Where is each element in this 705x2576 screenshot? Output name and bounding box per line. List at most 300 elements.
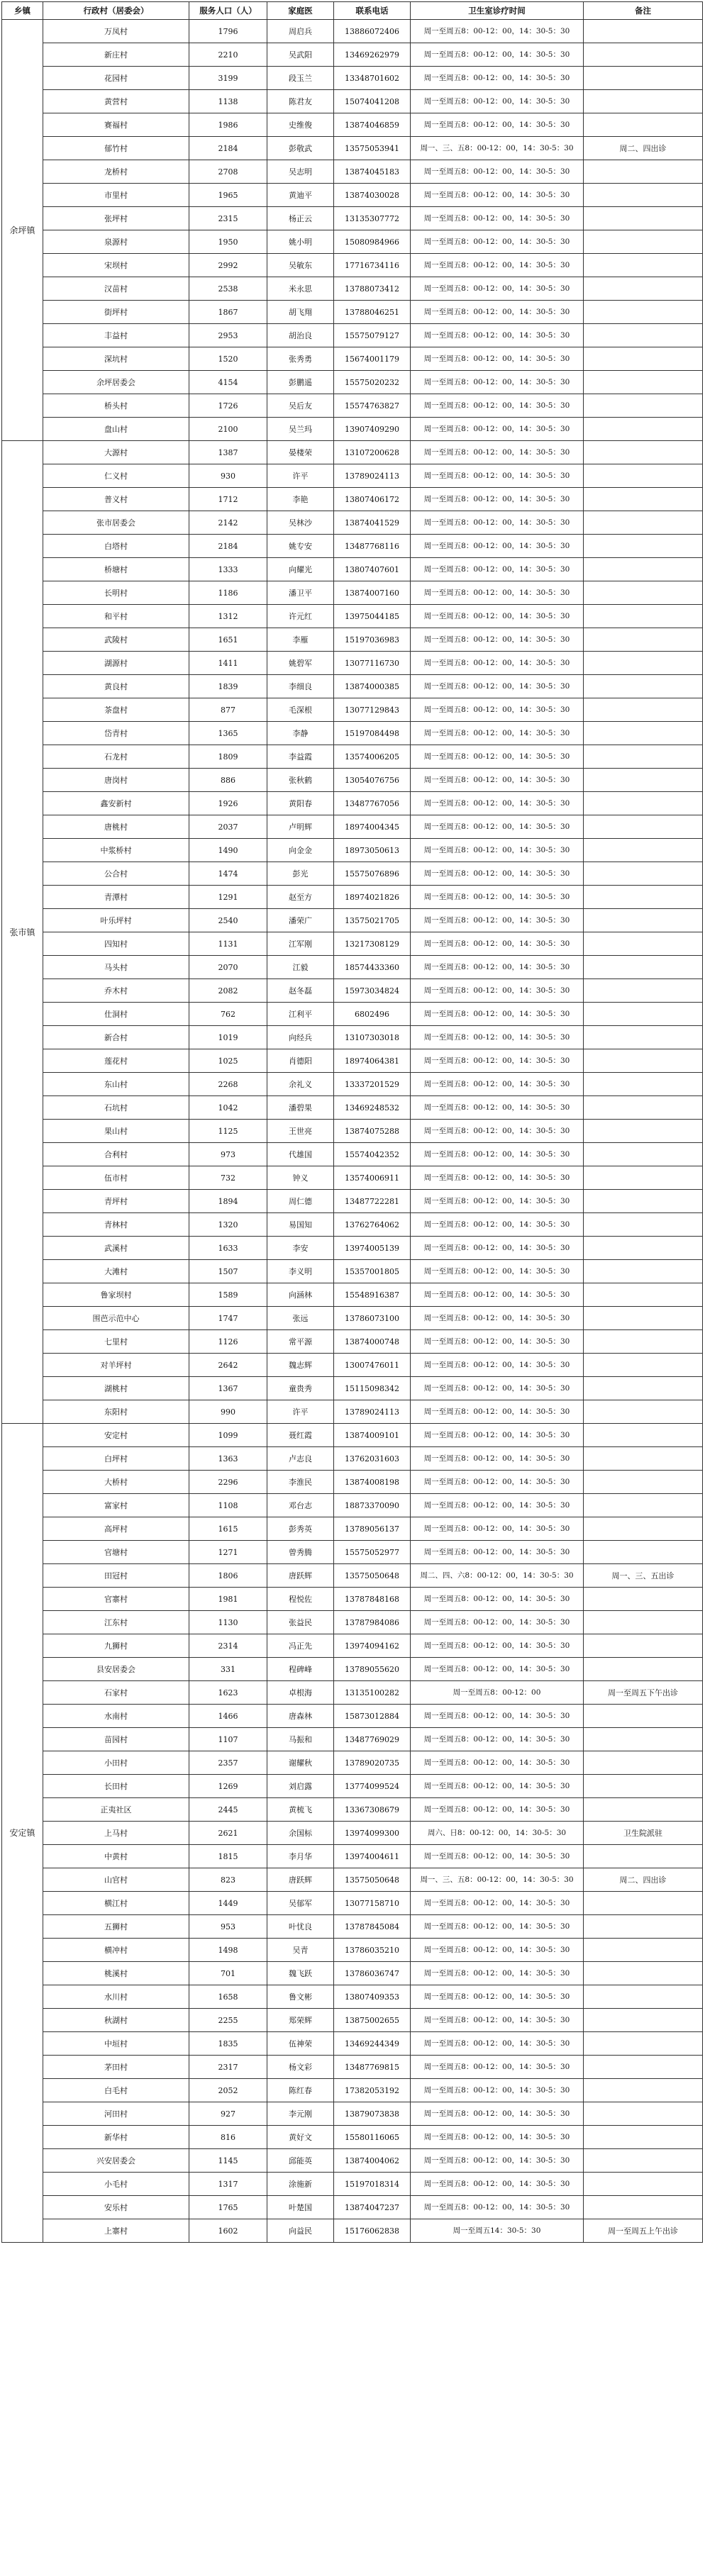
note-cell bbox=[584, 347, 703, 371]
clinic-hours-cell: 周一至周五14：30-5：30 bbox=[411, 2219, 584, 2243]
table-row bbox=[2, 932, 703, 956]
clinic-hours-cell: 周一至周五8：00-12：00，14：30-5：30 bbox=[411, 20, 584, 43]
clinic-hours-cell: 周一、三、五8：00-12：00，14：30-5：30 bbox=[411, 1868, 584, 1892]
doctor-cell: 毛深根 bbox=[267, 698, 334, 722]
phone-cell: 13789020735 bbox=[334, 1751, 411, 1775]
note-cell bbox=[584, 488, 703, 511]
village-cell: 东阳村 bbox=[43, 1400, 189, 1424]
population-cell: 1950 bbox=[189, 230, 267, 254]
clinic-hours-cell: 周一至周五8：00-12：00，14：30-5：30 bbox=[411, 1096, 584, 1120]
note-cell bbox=[584, 1026, 703, 1049]
note-cell bbox=[584, 90, 703, 113]
note-cell bbox=[584, 558, 703, 581]
population-cell: 762 bbox=[189, 1003, 267, 1026]
doctor-cell: 唐森林 bbox=[267, 1705, 334, 1728]
doctor-cell: 卢明辉 bbox=[267, 815, 334, 839]
note-cell bbox=[584, 418, 703, 441]
doctor-cell: 黄迪平 bbox=[267, 184, 334, 207]
phone-cell: 13907409290 bbox=[334, 418, 411, 441]
phone-cell: 13469248532 bbox=[334, 1096, 411, 1120]
clinic-hours-cell: 周一至周五8：00-12：00，14：30-5：30 bbox=[411, 862, 584, 886]
village-cell: 岱青村 bbox=[43, 722, 189, 745]
clinic-hours-cell: 周一至周五8：00-12：00，14：30-5：30 bbox=[411, 675, 584, 698]
phone-cell: 13789024113 bbox=[334, 464, 411, 488]
clinic-hours-cell: 周一至周五8：00-12：00，14：30-5：30 bbox=[411, 1213, 584, 1237]
table-row bbox=[2, 769, 703, 792]
note-cell bbox=[584, 207, 703, 230]
phone-cell: 13789056137 bbox=[334, 1517, 411, 1541]
village-cell: 盘山村 bbox=[43, 418, 189, 441]
village-cell: 新华村 bbox=[43, 2126, 189, 2149]
clinic-hours-cell: 周一至周五8：00-12：00，14：30-5：30 bbox=[411, 605, 584, 628]
village-cell: 宋坝村 bbox=[43, 254, 189, 277]
doctor-cell: 邱能英 bbox=[267, 2149, 334, 2173]
village-cell: 泉源村 bbox=[43, 230, 189, 254]
clinic-hours-cell: 周一至周五8：00-12：00，14：30-5：30 bbox=[411, 1985, 584, 2009]
population-cell: 1809 bbox=[189, 745, 267, 769]
village-cell: 桃溪村 bbox=[43, 1962, 189, 1985]
table-row bbox=[2, 1120, 703, 1143]
doctor-cell: 江军刚 bbox=[267, 932, 334, 956]
table-row bbox=[2, 184, 703, 207]
population-cell: 1130 bbox=[189, 1611, 267, 1634]
phone-cell: 13874075288 bbox=[334, 1120, 411, 1143]
note-cell bbox=[584, 324, 703, 347]
table-row bbox=[2, 2219, 703, 2243]
clinic-hours-cell: 周一至周五8：00-12：00，14：30-5：30 bbox=[411, 230, 584, 254]
population-cell: 1125 bbox=[189, 1120, 267, 1143]
phone-cell: 13874045183 bbox=[334, 160, 411, 184]
population-cell: 2184 bbox=[189, 137, 267, 160]
town-name-cell: 张市镇 bbox=[2, 441, 43, 1424]
phone-cell: 15197018314 bbox=[334, 2173, 411, 2196]
doctor-cell: 向益民 bbox=[267, 2219, 334, 2243]
population-cell: 1333 bbox=[189, 558, 267, 581]
village-cell: 青坪村 bbox=[43, 1190, 189, 1213]
population-cell: 1271 bbox=[189, 1541, 267, 1564]
village-cell: 唐桃村 bbox=[43, 815, 189, 839]
phone-cell: 13337201529 bbox=[334, 1073, 411, 1096]
header-note: 备注 bbox=[584, 2, 703, 20]
note-cell bbox=[584, 277, 703, 301]
phone-cell: 13487769029 bbox=[334, 1728, 411, 1751]
note-cell bbox=[584, 722, 703, 745]
doctor-cell: 胡飞翔 bbox=[267, 301, 334, 324]
doctor-cell: 李义明 bbox=[267, 1260, 334, 1283]
population-cell: 877 bbox=[189, 698, 267, 722]
village-cell: 石龙村 bbox=[43, 745, 189, 769]
population-cell: 1474 bbox=[189, 862, 267, 886]
doctor-cell: 曾秀腾 bbox=[267, 1541, 334, 1564]
village-cell: 河田村 bbox=[43, 2102, 189, 2126]
note-cell bbox=[584, 301, 703, 324]
population-cell: 1449 bbox=[189, 1892, 267, 1915]
doctor-cell: 潘荣广 bbox=[267, 909, 334, 932]
note-cell bbox=[584, 979, 703, 1003]
table-row bbox=[2, 652, 703, 675]
note-cell bbox=[584, 605, 703, 628]
clinic-hours-cell: 周一至周五8：00-12：00，14：30-5：30 bbox=[411, 745, 584, 769]
phone-cell: 13469262979 bbox=[334, 43, 411, 67]
doctor-cell: 吴敏东 bbox=[267, 254, 334, 277]
table-row bbox=[2, 535, 703, 558]
table-row bbox=[2, 394, 703, 418]
village-cell: 叶乐坪村 bbox=[43, 909, 189, 932]
note-cell bbox=[584, 1471, 703, 1494]
phone-cell: 13487768116 bbox=[334, 535, 411, 558]
table-row bbox=[2, 254, 703, 277]
table-row bbox=[2, 1564, 703, 1588]
town-name-cell: 余坪镇 bbox=[2, 20, 43, 441]
note-cell bbox=[584, 1447, 703, 1471]
phone-cell: 13107303018 bbox=[334, 1026, 411, 1049]
population-cell: 2992 bbox=[189, 254, 267, 277]
village-cell: 官塘村 bbox=[43, 1541, 189, 1564]
doctor-cell: 米永思 bbox=[267, 277, 334, 301]
village-cell: 新庄村 bbox=[43, 43, 189, 67]
clinic-hours-cell: 周一至周五8：00-12：00，14：30-5：30 bbox=[411, 2126, 584, 2149]
note-cell bbox=[584, 675, 703, 698]
header-phone: 联系电话 bbox=[334, 2, 411, 20]
table-row bbox=[2, 113, 703, 137]
phone-cell: 15074041208 bbox=[334, 90, 411, 113]
table-row bbox=[2, 1166, 703, 1190]
table-row bbox=[2, 230, 703, 254]
phone-cell: 18973050613 bbox=[334, 839, 411, 862]
phone-cell: 6802496 bbox=[334, 1003, 411, 1026]
phone-cell: 13874046859 bbox=[334, 113, 411, 137]
population-cell: 2210 bbox=[189, 43, 267, 67]
village-cell: 花园村 bbox=[43, 67, 189, 90]
clinic-hours-cell: 周一至周五8：00-12：00，14：30-5：30 bbox=[411, 1447, 584, 1471]
clinic-hours-cell: 周一至周五8：00-12：00，14：30-5：30 bbox=[411, 1775, 584, 1798]
village-cell: 丰益村 bbox=[43, 324, 189, 347]
table-row bbox=[2, 605, 703, 628]
population-cell: 886 bbox=[189, 769, 267, 792]
phone-cell: 13007476011 bbox=[334, 1354, 411, 1377]
doctor-cell: 张秀勇 bbox=[267, 347, 334, 371]
population-cell: 973 bbox=[189, 1143, 267, 1166]
phone-cell: 18974064381 bbox=[334, 1049, 411, 1073]
clinic-hours-cell: 周一至周五8：00-12：00，14：30-5：30 bbox=[411, 652, 584, 675]
phone-cell: 15575052977 bbox=[334, 1541, 411, 1564]
table-row bbox=[2, 862, 703, 886]
clinic-hours-cell: 周一至周五8：00-12：00，14：30-5：30 bbox=[411, 1237, 584, 1260]
note-cell bbox=[584, 1354, 703, 1377]
phone-cell: 15176062838 bbox=[334, 2219, 411, 2243]
table-row bbox=[2, 347, 703, 371]
note-cell bbox=[584, 371, 703, 394]
doctor-cell: 姚专安 bbox=[267, 535, 334, 558]
village-cell: 苗园村 bbox=[43, 1728, 189, 1751]
note-cell bbox=[584, 1845, 703, 1868]
note-cell bbox=[584, 254, 703, 277]
village-cell: 赛福村 bbox=[43, 113, 189, 137]
note-cell bbox=[584, 1962, 703, 1985]
clinic-hours-cell: 周一至周五8：00-12：00，14：30-5：30 bbox=[411, 979, 584, 1003]
note-cell bbox=[584, 1634, 703, 1658]
phone-cell: 18574433360 bbox=[334, 956, 411, 979]
population-cell: 1507 bbox=[189, 1260, 267, 1283]
village-cell: 围芭示范中心 bbox=[43, 1307, 189, 1330]
clinic-hours-cell: 周一至周五8：00-12：00，14：30-5：30 bbox=[411, 1260, 584, 1283]
doctor-cell: 李元刚 bbox=[267, 2102, 334, 2126]
doctor-cell: 代雄国 bbox=[267, 1143, 334, 1166]
table-row bbox=[2, 2032, 703, 2056]
table-row bbox=[2, 160, 703, 184]
doctor-cell: 唐跃辉 bbox=[267, 1868, 334, 1892]
population-cell: 1658 bbox=[189, 1985, 267, 2009]
table-row bbox=[2, 1634, 703, 1658]
village-cell: 湖源村 bbox=[43, 652, 189, 675]
population-cell: 2540 bbox=[189, 909, 267, 932]
population-cell: 1126 bbox=[189, 1330, 267, 1354]
population-cell: 1926 bbox=[189, 792, 267, 815]
phone-cell: 13469244349 bbox=[334, 2032, 411, 2056]
population-cell: 927 bbox=[189, 2102, 267, 2126]
table-row bbox=[2, 745, 703, 769]
note-cell bbox=[584, 1400, 703, 1424]
population-cell: 2100 bbox=[189, 418, 267, 441]
population-cell: 1765 bbox=[189, 2196, 267, 2219]
phone-cell: 13762031603 bbox=[334, 1447, 411, 1471]
table-row bbox=[2, 1447, 703, 1471]
village-cell: 秋湖村 bbox=[43, 2009, 189, 2032]
clinic-hours-cell: 周一至周五8：00-12：00，14：30-5：30 bbox=[411, 2102, 584, 2126]
note-cell bbox=[584, 1798, 703, 1822]
phone-cell: 13367308679 bbox=[334, 1798, 411, 1822]
table-row bbox=[2, 2079, 703, 2102]
table-row bbox=[2, 979, 703, 1003]
note-cell bbox=[584, 394, 703, 418]
note-cell bbox=[584, 2149, 703, 2173]
note-cell bbox=[584, 67, 703, 90]
village-cell: 大滩村 bbox=[43, 1260, 189, 1283]
table-row bbox=[2, 2196, 703, 2219]
clinic-hours-cell: 周一至周五8：00-12：00，14：30-5：30 bbox=[411, 1962, 584, 1985]
note-cell bbox=[584, 815, 703, 839]
doctor-cell: 史维俊 bbox=[267, 113, 334, 137]
phone-cell: 13788073412 bbox=[334, 277, 411, 301]
village-cell: 长明村 bbox=[43, 581, 189, 605]
population-cell: 3199 bbox=[189, 67, 267, 90]
doctor-cell: 陈君友 bbox=[267, 90, 334, 113]
note-cell bbox=[584, 839, 703, 862]
phone-cell: 13886072406 bbox=[334, 20, 411, 43]
village-cell: 果山村 bbox=[43, 1120, 189, 1143]
clinic-hours-cell: 周一至周五8：00-12：00，14：30-5：30 bbox=[411, 488, 584, 511]
note-cell bbox=[584, 581, 703, 605]
doctor-cell: 余礼义 bbox=[267, 1073, 334, 1096]
note-cell: 周一、三、五出诊 bbox=[584, 1564, 703, 1588]
note-cell bbox=[584, 160, 703, 184]
phone-cell: 13787848168 bbox=[334, 1588, 411, 1611]
doctor-cell: 许元红 bbox=[267, 605, 334, 628]
clinic-hours-cell: 周一至周五8：00-12：00，14：30-5：30 bbox=[411, 1892, 584, 1915]
doctor-cell: 吴兰玛 bbox=[267, 418, 334, 441]
village-cell: 茶盘村 bbox=[43, 698, 189, 722]
phone-cell: 13575050648 bbox=[334, 1868, 411, 1892]
doctor-cell: 张益民 bbox=[267, 1611, 334, 1634]
phone-cell: 13974099300 bbox=[334, 1822, 411, 1845]
note-cell bbox=[584, 1307, 703, 1330]
clinic-hours-cell: 周一至周五8：00-12：00，14：30-5：30 bbox=[411, 1517, 584, 1541]
village-cell: 仕洞村 bbox=[43, 1003, 189, 1026]
village-cell: 湖桃村 bbox=[43, 1377, 189, 1400]
table-body bbox=[2, 20, 703, 2243]
doctor-cell: 叶楚国 bbox=[267, 2196, 334, 2219]
population-cell: 1498 bbox=[189, 1939, 267, 1962]
village-cell: 四知村 bbox=[43, 932, 189, 956]
population-cell: 2070 bbox=[189, 956, 267, 979]
village-cell: 普义村 bbox=[43, 488, 189, 511]
table-row bbox=[2, 137, 703, 160]
table-row bbox=[2, 956, 703, 979]
table-row bbox=[2, 324, 703, 347]
phone-cell: 13774099524 bbox=[334, 1775, 411, 1798]
doctor-cell: 伍神荣 bbox=[267, 2032, 334, 2056]
population-cell: 1839 bbox=[189, 675, 267, 698]
village-cell: 中黄村 bbox=[43, 1845, 189, 1868]
population-cell: 1363 bbox=[189, 1447, 267, 1471]
clinic-hours-cell: 周一至周五8：00-12：00，14：30-5：30 bbox=[411, 1377, 584, 1400]
clinic-hours-cell: 周一至周五8：00-12：00，14：30-5：30 bbox=[411, 1751, 584, 1775]
phone-cell: 15357001805 bbox=[334, 1260, 411, 1283]
doctor-cell: 易国知 bbox=[267, 1213, 334, 1237]
phone-cell: 13575021705 bbox=[334, 909, 411, 932]
clinic-hours-cell: 周一至周五8：00-12：00，14：30-5：30 bbox=[411, 90, 584, 113]
table-row bbox=[2, 1798, 703, 1822]
clinic-hours-cell: 周一至周五8：00-12：00，14：30-5：30 bbox=[411, 394, 584, 418]
population-cell: 1867 bbox=[189, 301, 267, 324]
phone-cell: 13807407601 bbox=[334, 558, 411, 581]
table-row bbox=[2, 2149, 703, 2173]
population-cell: 2642 bbox=[189, 1354, 267, 1377]
population-cell: 1387 bbox=[189, 441, 267, 464]
note-cell: 卫生院派驻 bbox=[584, 1822, 703, 1845]
header-hours: 卫生室诊疗时间 bbox=[411, 2, 584, 20]
population-cell: 1312 bbox=[189, 605, 267, 628]
table-row bbox=[2, 1143, 703, 1166]
clinic-hours-cell: 周一至周五8：00-12：00，14：30-5：30 bbox=[411, 1798, 584, 1822]
population-cell: 1367 bbox=[189, 1377, 267, 1400]
note-cell bbox=[584, 1190, 703, 1213]
note-cell bbox=[584, 1143, 703, 1166]
population-cell: 990 bbox=[189, 1400, 267, 1424]
village-cell: 石家村 bbox=[43, 1681, 189, 1705]
phone-cell: 15115098342 bbox=[334, 1377, 411, 1400]
clinic-hours-cell: 周一至周五8：00-12：00，14：30-5：30 bbox=[411, 1190, 584, 1213]
clinic-hours-cell: 周一至周五8：00-12：00，14：30-5：30 bbox=[411, 1471, 584, 1494]
clinic-hours-cell: 周一至周五8：00-12：00，14：30-5：30 bbox=[411, 207, 584, 230]
note-cell bbox=[584, 1237, 703, 1260]
population-cell: 1490 bbox=[189, 839, 267, 862]
phone-cell: 13135100282 bbox=[334, 1681, 411, 1705]
population-cell: 1835 bbox=[189, 2032, 267, 2056]
table-row bbox=[2, 1026, 703, 1049]
doctor-cell: 张远 bbox=[267, 1307, 334, 1330]
doctor-cell: 江利平 bbox=[267, 1003, 334, 1026]
village-cell: 深坑村 bbox=[43, 347, 189, 371]
phone-cell: 17382053192 bbox=[334, 2079, 411, 2102]
population-cell: 1633 bbox=[189, 1237, 267, 1260]
phone-cell: 13077116730 bbox=[334, 652, 411, 675]
note-cell bbox=[584, 43, 703, 67]
doctor-cell: 卓根海 bbox=[267, 1681, 334, 1705]
clinic-hours-cell: 周一至周五8：00-12：00，14：30-5：30 bbox=[411, 511, 584, 535]
village-cell: 万凤村 bbox=[43, 20, 189, 43]
population-cell: 1099 bbox=[189, 1424, 267, 1447]
doctor-cell: 周启兵 bbox=[267, 20, 334, 43]
population-cell: 2037 bbox=[189, 815, 267, 839]
table-row bbox=[2, 90, 703, 113]
table-row bbox=[2, 2102, 703, 2126]
village-cell: 鑫安新村 bbox=[43, 792, 189, 815]
doctor-cell: 聂红霞 bbox=[267, 1424, 334, 1447]
doctor-cell: 李静 bbox=[267, 722, 334, 745]
note-cell bbox=[584, 1283, 703, 1307]
note-cell bbox=[584, 1705, 703, 1728]
note-cell bbox=[584, 1775, 703, 1798]
note-cell bbox=[584, 2079, 703, 2102]
population-cell: 1981 bbox=[189, 1588, 267, 1611]
table-row bbox=[2, 418, 703, 441]
note-cell bbox=[584, 698, 703, 722]
population-cell: 1365 bbox=[189, 722, 267, 745]
phone-cell: 13974004611 bbox=[334, 1845, 411, 1868]
village-cell: 黄营村 bbox=[43, 90, 189, 113]
doctor-cell: 李艳 bbox=[267, 488, 334, 511]
phone-cell: 13217308129 bbox=[334, 932, 411, 956]
doctor-cell: 陈红春 bbox=[267, 2079, 334, 2102]
note-cell bbox=[584, 886, 703, 909]
note-cell bbox=[584, 1096, 703, 1120]
table-row bbox=[2, 1611, 703, 1634]
clinic-hours-cell: 周一至周五8：00-12：00，14：30-5：30 bbox=[411, 1049, 584, 1073]
phone-cell: 13807406172 bbox=[334, 488, 411, 511]
note-cell bbox=[584, 1120, 703, 1143]
phone-cell: 13874000385 bbox=[334, 675, 411, 698]
village-cell: 张坪村 bbox=[43, 207, 189, 230]
doctor-cell: 彭鹏遥 bbox=[267, 371, 334, 394]
clinic-hours-cell: 周一至周五8：00-12：00，14：30-5：30 bbox=[411, 184, 584, 207]
clinic-hours-cell: 周一至周五8：00-12：00，14：30-5：30 bbox=[411, 1143, 584, 1166]
doctor-cell: 吴林沙 bbox=[267, 511, 334, 535]
population-cell: 1042 bbox=[189, 1096, 267, 1120]
village-cell: 长田村 bbox=[43, 1775, 189, 1798]
village-cell: 和平村 bbox=[43, 605, 189, 628]
doctor-cell: 赵冬磊 bbox=[267, 979, 334, 1003]
phone-cell: 13786036747 bbox=[334, 1962, 411, 1985]
clinic-hours-cell: 周一至周五8：00-12：00，14：30-5：30 bbox=[411, 347, 584, 371]
clinic-hours-cell: 周一至周五8：00-12：00，14：30-5：30 bbox=[411, 277, 584, 301]
note-cell bbox=[584, 1541, 703, 1564]
doctor-cell: 彭光 bbox=[267, 862, 334, 886]
village-cell: 白塔村 bbox=[43, 535, 189, 558]
population-cell: 2296 bbox=[189, 1471, 267, 1494]
header-doctor: 家庭医 bbox=[267, 2, 334, 20]
phone-cell: 13487769815 bbox=[334, 2056, 411, 2079]
population-cell: 2268 bbox=[189, 1073, 267, 1096]
population-cell: 2184 bbox=[189, 535, 267, 558]
doctor-cell: 周仁德 bbox=[267, 1190, 334, 1213]
village-cell: 县安居委会 bbox=[43, 1658, 189, 1681]
clinic-hours-cell: 周一至周五8：00-12：00，14：30-5：30 bbox=[411, 1611, 584, 1634]
note-cell bbox=[584, 1517, 703, 1541]
table-row bbox=[2, 20, 703, 43]
table-row bbox=[2, 441, 703, 464]
clinic-hours-cell: 周一至周五8：00-12：00，14：30-5：30 bbox=[411, 956, 584, 979]
